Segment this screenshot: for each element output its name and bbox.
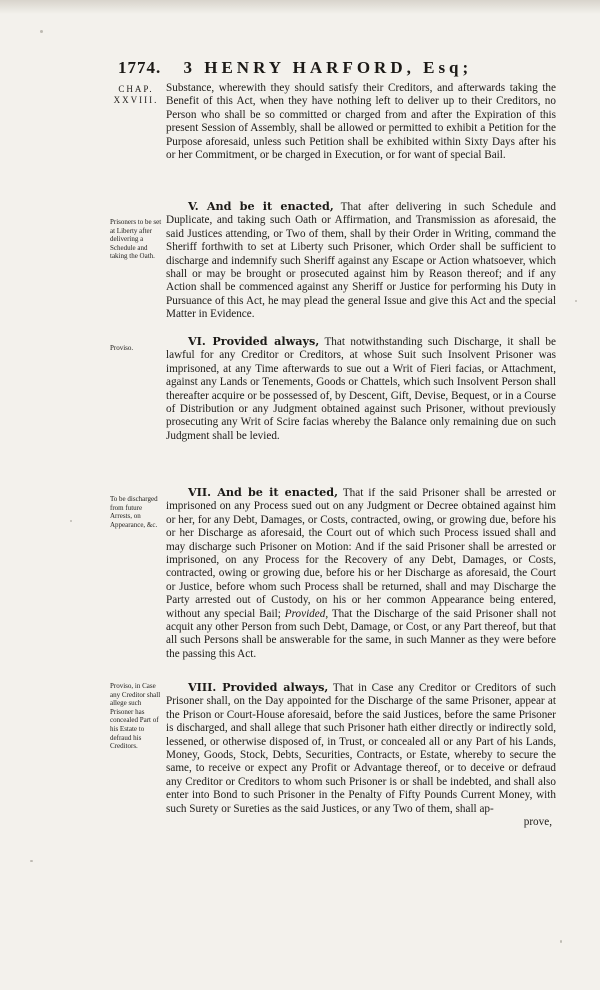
section-8-lead: VIII. Provided always, [188, 680, 329, 694]
paper-speck [560, 940, 562, 943]
section-7-lead: VII. And be it enacted, [188, 485, 338, 499]
section-7-text: That if the said Prisoner shall be arrested or imprisoned on any Process sued out on any Judgment or Decree obtained against him or her, for any Debt, Damages, or Costs, contracted, owing, or growing due, before his or her Discharge as aforesaid, the Court out of which such Process issued shall and may discharge such Prisoner on Motion: And if the said Prisoner shall be arrested or imprisoned, on any Process for the Recovery of any Debt, Damages, or Costs, contracted, owing or growing due, before his or her Discharge as aforesaid, the Court or Justice, before whom such Process shall be returned, shall and may Discharge the Party arrested out of Custody, on his or her common Appearance being entered, without any special Bail; [166, 487, 556, 620]
chapter-marker [112, 84, 160, 106]
section-5 [166, 200, 556, 322]
paragraph-text: Substance, wherewith they should satisfy their Creditors, and afterwards taking the Benefit of this Act, when they have nothing left to deliver up to their Creditors, no Person who shall be so committed or charged from and after the Expiration of this present Session of Assembly, shall be allowed or permitted to exhibit a Petition for the Purpose aforesaid, unless such Petition shall be exhibited within Sixty Days after his or her Commitment, or be charged in Execution, or for want of special Bail. [166, 82, 556, 162]
catchword: prove, [523, 816, 552, 829]
section-8-text: That in Case any Creditor or Creditors of such Prisoner shall, on the Day appointed for the Discharge of the same Prisoner, appear at the Prison or Court-House aforesaid, before the said Justices, before the same Prisoner is discharged, and shall allege that such Prisoner hath either directly or indirectly sold, lessened, or otherwise disposed of, in Trust, or concealed all or any Part of his Lands, Money, Goods, Stock, Debts, Securities, Contracts, or Estate, whereby to secure the same, to receive or expect any Profit or Advantage thereof, or to deceive or defraud any Creditor or Creditors to whom such Prisoner is or shall be indebted, and shall also enter into Bond to such Prisoner in the Penalty of Fifty Pounds Current Money, with such Surety or Sureties as the said Justices, or any Two of them, shall ap- [166, 682, 556, 815]
section-7 [166, 486, 556, 661]
paper-speck [40, 30, 43, 33]
section-6-text: That notwithstanding such Discharge, it shall be lawful for any Creditor or Creditors, at whose Suit such Insolvent Prisoner was imprisoned, at any Time afterwards to sue out a Writ of Fieri facias, or Attachment, against any Lands or Tenements, Goods or Chattels, which such Insolvent Person shall thereafter acquire or be possessed of, by Descent, Gift, Devise, Bequest, or in a Course of Distribution or any Judgment obtained against such Prisoner, without previously prosecuting any Writ of Scire facias whereby the Balance only remaining due on such Judgment shall be levied. [166, 336, 556, 442]
section-6-lead: VI. Provided always, [188, 334, 320, 348]
section-5-text: That after delivering in such Schedule and Duplicate, and taking such Oath or Affirmation, and Transmission as aforesaid, the said Justices attending, or Two of them, shall by their Order in Writing, command the Sheriff forthwith to set at Liberty such Prisoner, which Order shall be sufficient to discharge and indemnify such Sheriff against any Escape or Action whatsoever, which shall or may be brought or prosecuted against him by Reason thereof; and if any Action shall be commenced against any Sheriff or Justice for performing his Duty in Pursuance of this Act, he may plead the general Issue and give this Act and the special Matter in Evidence. [166, 201, 556, 321]
page-year: 1774. [118, 58, 162, 77]
page-edge-shadow [0, 0, 600, 14]
section-8 [166, 681, 556, 829]
margin-note-section-5: Prisoners to be set at Liberty after delivering a Schedule and taking the Oath. [110, 218, 162, 261]
paper-speck [575, 300, 577, 302]
margin-note-section-6: Proviso. [110, 344, 134, 352]
margin-note-section-7: To be discharged from future Arrests, on Appearance, &c. [110, 495, 158, 529]
section-5-lead: V. And be it enacted, [188, 199, 334, 213]
paragraph-continuation [166, 82, 556, 162]
chapter-number: XXVIII. [113, 95, 159, 105]
header-title: 3 HENRY HARFORD, Esq; [183, 58, 473, 77]
paper-speck [30, 860, 33, 862]
section-7-provided: Provided, [284, 607, 329, 620]
section-7-text-continued: That the Discharge of the said Prisoner shall not acquit any other Person from such Debt, Damage, or Cost, or any Part thereof, but that all such Persons shall be answerable for the same, in such Manner as they were before the passing this Act. [166, 607, 557, 660]
paper-speck [70, 520, 72, 522]
section-6 [166, 335, 556, 443]
running-header [118, 58, 558, 78]
margin-note-section-8: Proviso, in Case any Creditor shall allege such Prisoner has concealed Part of his Estate to defraud his Creditors. [110, 682, 161, 751]
chapter-label: CHAP. [118, 84, 154, 94]
